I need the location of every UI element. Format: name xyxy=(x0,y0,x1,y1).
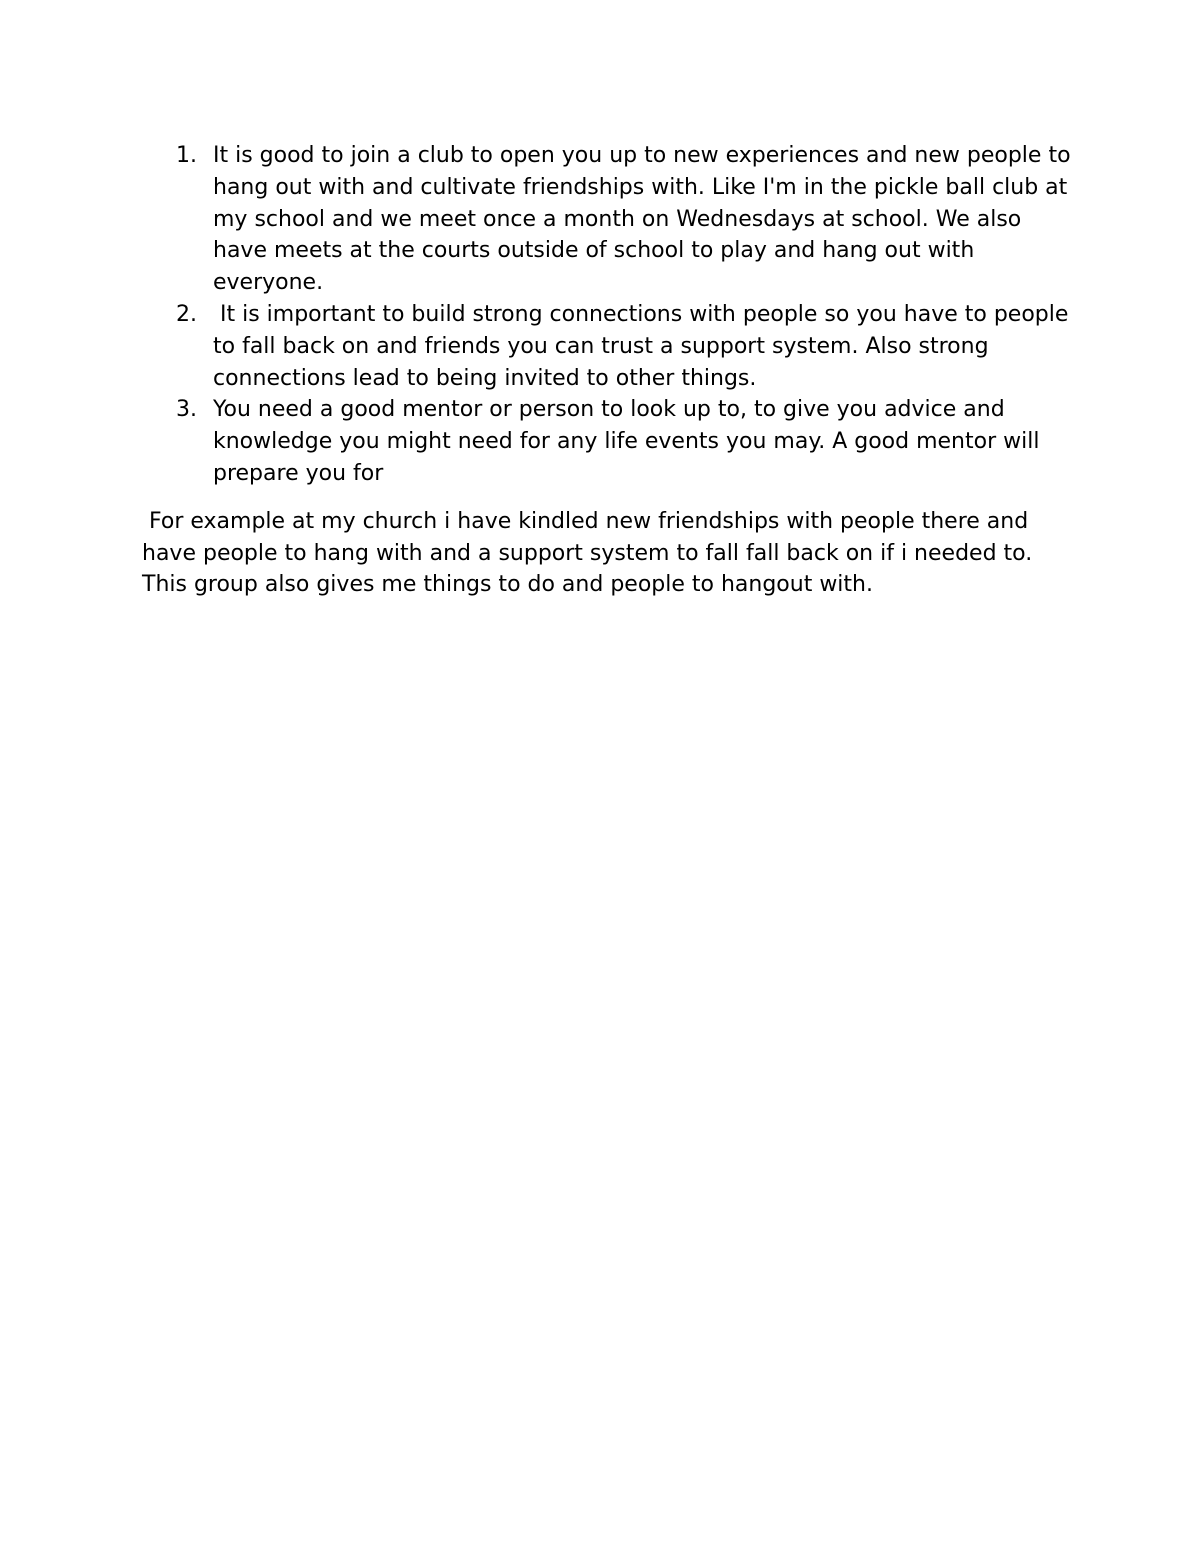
list-item-number: 1. xyxy=(176,143,197,168)
numbered-list xyxy=(142,140,1072,490)
body-paragraph: For example at my church i have kindled new friendships with people there and have people to hang with and a support system to fall fall back on if i needed to. This group also gives me things to do and people to hangout with. xyxy=(142,508,1033,598)
list-item xyxy=(142,394,1072,489)
list-item-text: It is good to join a club to open you up to new experiences and new people to hang out with and cultivate friendships with. Like I'm in the pickle ball club at my school and we meet once a month on Wednesdays at school. We also have meets at the courts outside of school to play and hang out with everyone. xyxy=(213,143,1071,296)
list-item-number: 2. xyxy=(176,301,197,327)
list-item-number: 3. xyxy=(176,397,197,423)
list-item-text: You need a good mentor or person to look up to, to give you advice and knowledge you might need for any life events you may. A good mentor will prepare you for xyxy=(213,397,1040,486)
list-item xyxy=(142,299,1072,394)
list-item xyxy=(142,140,1072,299)
list-item-text: It is important to build strong connections with people so you have to people to fall back on and friends you can trust a support system. Also strong connections lead to being invited to other things. xyxy=(213,301,1069,391)
document-body xyxy=(142,140,1072,601)
